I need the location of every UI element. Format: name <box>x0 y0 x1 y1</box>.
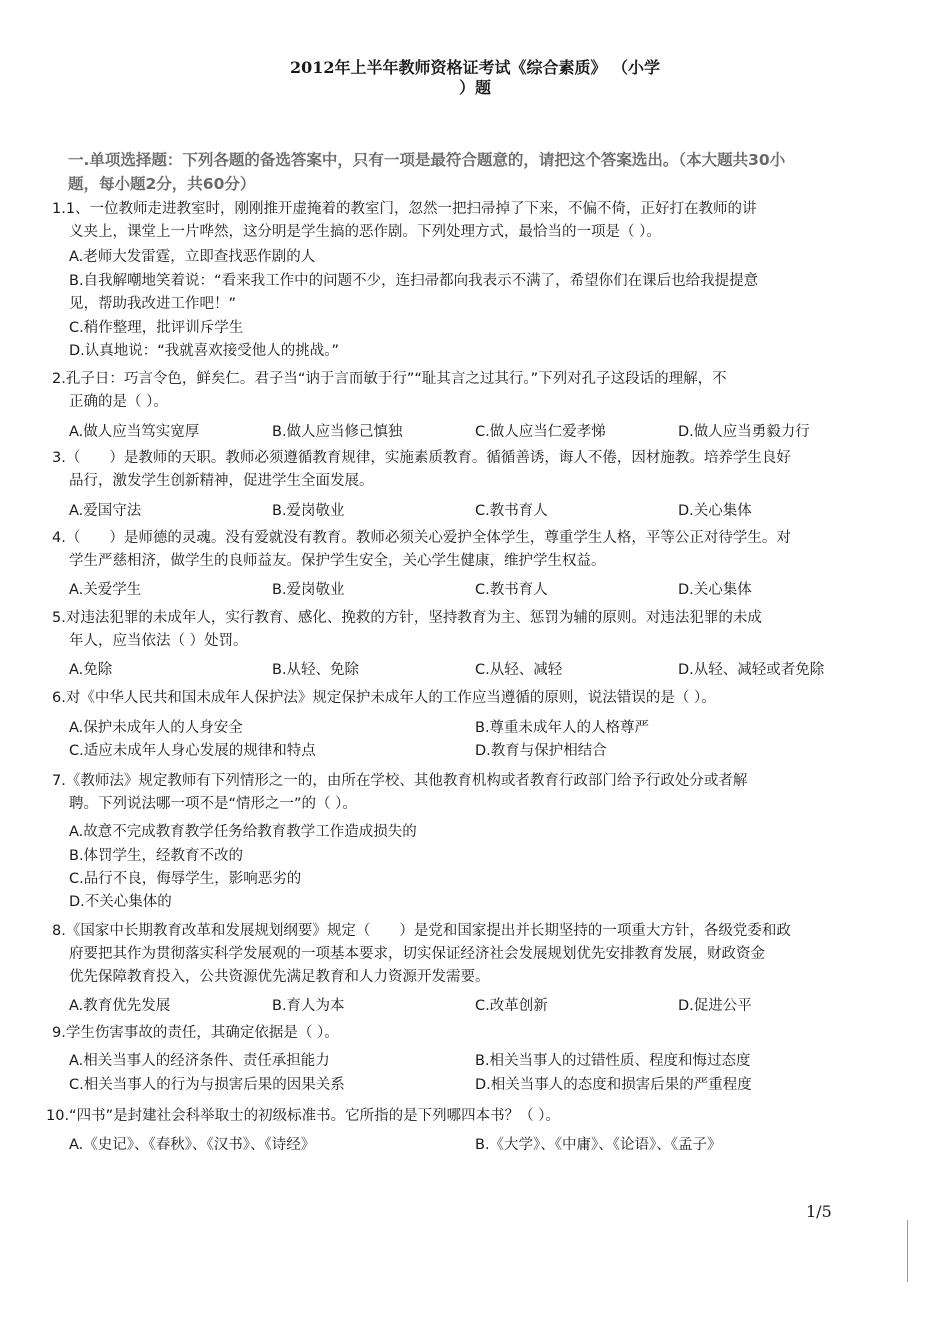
question-stem <box>52 607 877 653</box>
option-b-cont: 见，帮助我改进工作吧！” <box>69 296 237 312</box>
option-c: C.从轻、减轻 <box>475 662 563 678</box>
option-c: C.品行不良，侮辱学生，影响恶劣的 <box>69 871 302 887</box>
option-a: A.《史记》、《春秋》、《汉书》、《诗经》 <box>69 1137 316 1153</box>
stem-line: 5.对违法犯罪的未成年人，实行教育、感化、挽救的方针，坚持教育为主、惩罚为辅的原则。对违法犯罪的未成 <box>52 610 762 626</box>
option-c: C.教书育人 <box>475 582 548 598</box>
page-number: 1/5 <box>806 1202 832 1221</box>
stem-line: 学生严慈相济，做学生的良师益友。保护学生安全，关心学生健康，维护学生权益。 <box>69 553 606 569</box>
section-heading <box>68 148 868 196</box>
stem-line: 品行，激发学生创新精神，促进学生全面发展。 <box>69 473 374 489</box>
option-d: D.教育与保护相结合 <box>475 743 607 759</box>
option-c: C.教书育人 <box>475 503 548 519</box>
option-a: A.关爱学生 <box>69 582 142 598</box>
option-b: B.爱岗敬业 <box>272 503 345 519</box>
question-stem <box>52 770 877 816</box>
option-b: B.《大学》、《中庸》、《论语》、《孟子》 <box>475 1137 722 1153</box>
section-heading-line-1: 一.单项选择题：下列各题的备选答案中，只有一项是最符合题意的，请把这个答案选出。（本大题共30小 <box>68 151 786 169</box>
option-d: D.关心集体 <box>678 503 752 519</box>
title-line-1: 2012年上半年教师资格证考试《综合素质》 （小学 <box>289 58 661 77</box>
stem-line: 9.学生伤害事故的责任，其确定依据是（ ）。 <box>52 1025 339 1041</box>
option-a: A.老师大发雷霆，立即查找恶作剧的人 <box>69 249 316 265</box>
stem-line: 6.对《中华人民共和国未成年人保护法》规定保护未成年人的工作应当遵循的原则，说法错误的是（ ）。 <box>52 690 716 706</box>
question-stem <box>52 687 877 710</box>
question-stem <box>52 527 877 573</box>
stem-line: 2.孔子日：巧言令色，鲜矣仁。君子当“讷于言而敏于行”“耻其言之过其行。”下列对孔子这段话的理解，不 <box>52 371 727 387</box>
option-b: B.爱岗敬业 <box>272 582 345 598</box>
stem-line: 8.《国家中长期教育改革和发展规划纲要》规定（ ）是党和国家提出并长期坚持的一项重大方针，各级党委和政 <box>52 923 791 939</box>
stem-line: 年人，应当依法（ ）处罚。 <box>69 633 248 649</box>
option-b: B.育人为本 <box>272 998 345 1014</box>
option-d: D.认真地说：“我就喜欢接受他人的挑战。” <box>69 343 340 359</box>
stem-line: 1.1、一位教师走进教室时，刚刚推开虚掩着的教室门，忽然一把扫帚掉了下来，不偏不倚，正好打在教师的讲 <box>52 201 757 217</box>
option-c: C.稍作整理，批评训斥学生 <box>69 320 244 336</box>
question-stem <box>52 198 877 244</box>
option-d: D.促进公平 <box>678 998 752 1014</box>
option-a: A.免除 <box>69 662 113 678</box>
option-a: A.做人应当笃实宽厚 <box>69 424 200 440</box>
stem-line: 优先保障教育投入，公共资源优先满足教育和人力资源开发需要。 <box>69 969 490 985</box>
question-stem <box>52 1022 877 1045</box>
stem-line: 3.（ ）是教师的天职。教师必须遵循教育规律，实施素质教育。循循善诱，诲人不倦，因材施教。培养学生良好 <box>52 450 791 466</box>
question-stem <box>52 368 877 414</box>
option-c: C.适应未成年人身心发展的规律和特点 <box>69 743 316 759</box>
stem-line: 府要把其作为贯彻落实科学发展观的一项基本要求，切实保证经济社会发展规划优先安排教育发展，财政资金 <box>69 946 765 962</box>
option-b: B.相关当事人的过错性质、程度和悔过态度 <box>475 1053 751 1069</box>
stem-line: 义夹上，课堂上一片哗然，这分明是学生搞的恶作剧。下列处理方式，最恰当的一项是（ ）。 <box>69 224 661 240</box>
option-a: A.教育优先发展 <box>69 998 171 1014</box>
stem-line: 10.“四书”是封建社会科举取士的初级标准书。它所指的是下列哪四本书？（ ）。 <box>46 1108 560 1124</box>
option-d: D.做人应当勇毅力行 <box>678 424 810 440</box>
stem-line: 4.（ ）是师德的灵魂。没有爱就没有教育。教师必须关心爱护全体学生，尊重学生人格，平等公正对待学生。对 <box>52 530 791 546</box>
option-b: B.从轻、免除 <box>272 662 360 678</box>
option-d: D.关心集体 <box>678 582 752 598</box>
option-c: C.做人应当仁爱孝悌 <box>475 424 606 440</box>
margin-line <box>907 1220 908 1282</box>
option-b: B.尊重未成年人的人格尊严 <box>475 720 650 736</box>
stem-line: 正确的是（ ）。 <box>69 394 168 410</box>
option-c: C.改革创新 <box>475 998 548 1014</box>
option-a: A.相关当事人的经济条件、责任承担能力 <box>69 1053 330 1069</box>
section-heading-line-2: 题，每小题2分，共60分） <box>68 175 256 193</box>
option-a: A.爱国守法 <box>69 503 142 519</box>
question-stem <box>46 1105 871 1128</box>
option-a: A.保护未成年人的人身安全 <box>69 720 243 736</box>
document-title <box>200 58 750 98</box>
question-stem <box>52 920 877 989</box>
option-b: B.体罚学生，经教育不改的 <box>69 848 244 864</box>
option-b: B.自我解嘲地笑着说：“看来我工作中的问题不少，连扫帚都向我表示不满了，希望你们在课后也给我提提意 <box>69 273 759 289</box>
question-stem <box>52 447 877 493</box>
option-d: D.相关当事人的态度和损害后果的严重程度 <box>475 1077 752 1093</box>
option-c: C.相关当事人的行为与损害后果的因果关系 <box>69 1077 345 1093</box>
option-d: D.不关心集体的 <box>69 894 172 910</box>
stem-line: 7.《教师法》规定教师有下列情形之一的，由所在学校、其他教育机构或者教育行政部门给予行政处分或者解 <box>52 773 748 789</box>
option-b: B.做人应当修己慎独 <box>272 424 403 440</box>
stem-line: 聘。下列说法哪一项不是“情形之一”的（ ）。 <box>69 796 357 812</box>
option-a: A.故意不完成教育教学任务给教育教学工作造成损失的 <box>69 824 417 840</box>
option-d: D.从轻、减轻或者免除 <box>678 662 825 678</box>
title-line-2: ）题 <box>458 78 491 97</box>
